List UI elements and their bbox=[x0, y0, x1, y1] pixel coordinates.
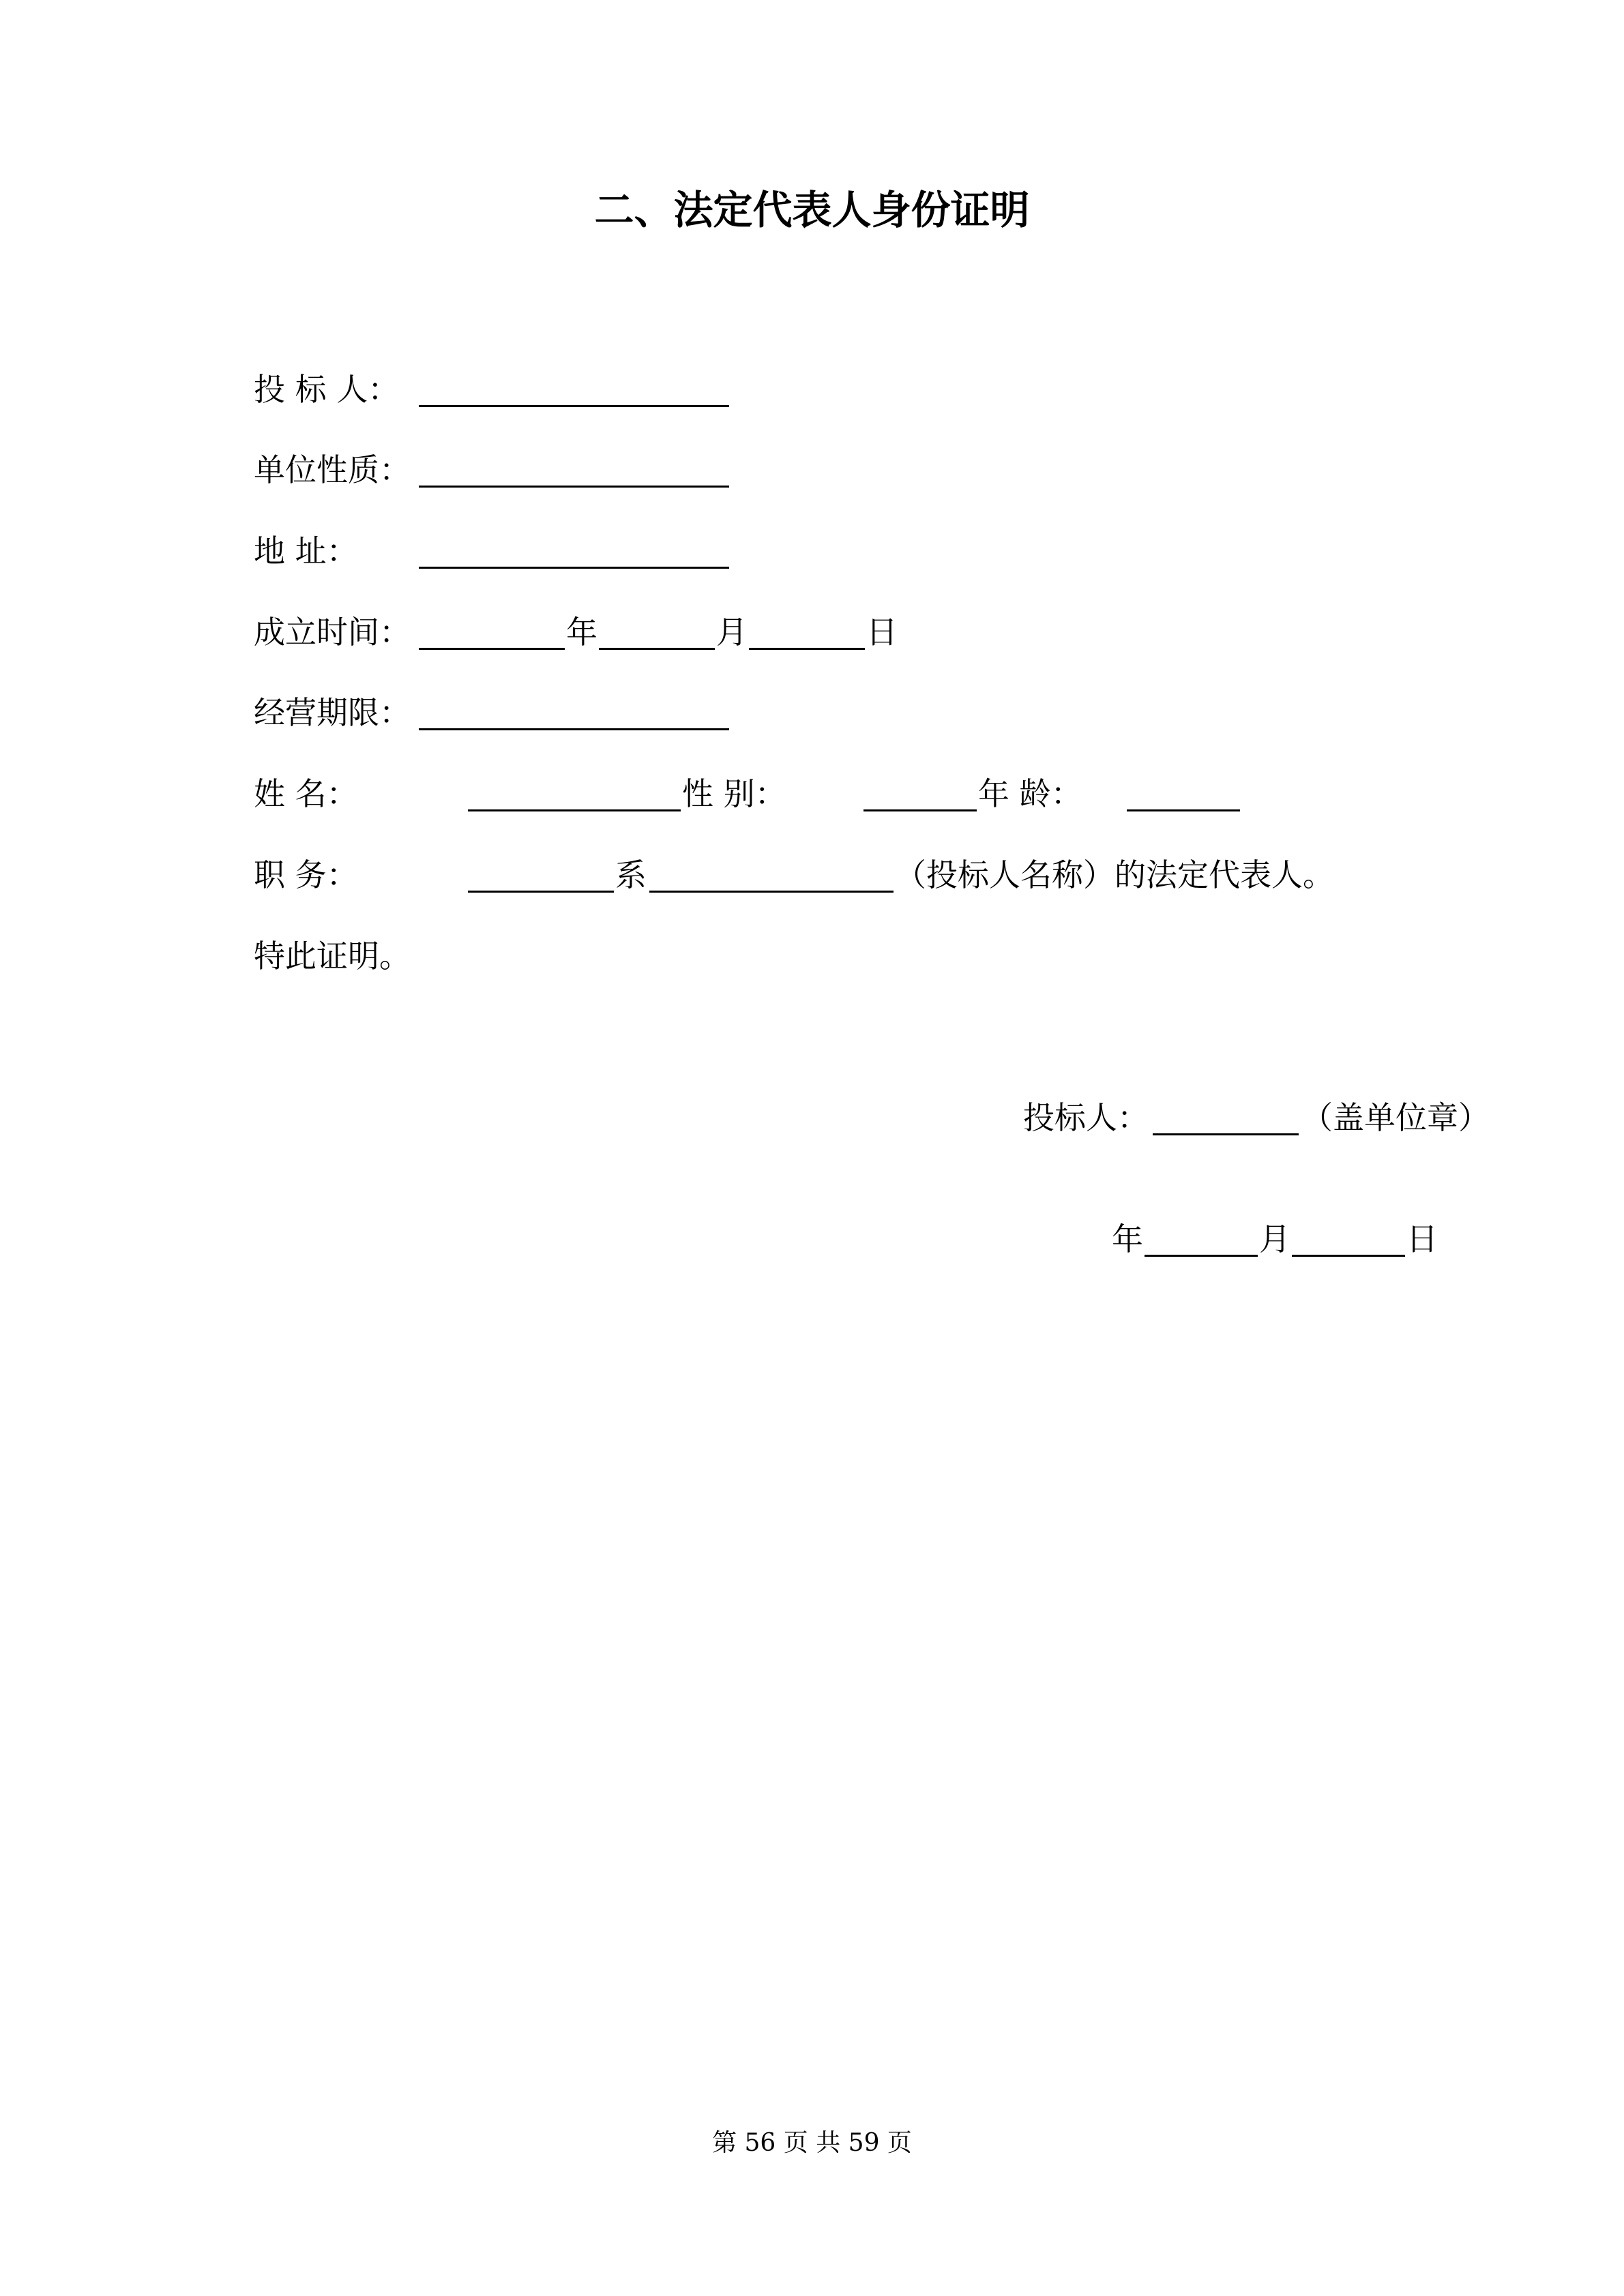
signature-bidder-label: 投标人： bbox=[1023, 1099, 1149, 1136]
position-connector: 系 bbox=[615, 856, 647, 893]
position-suffix: （投标人名称）的法定代表人。 bbox=[895, 856, 1334, 893]
page-title: 二、法定代表人身份证明 bbox=[594, 187, 1030, 233]
age-blank[interactable] bbox=[1127, 809, 1240, 811]
signature-day-label: 日 bbox=[1406, 1221, 1438, 1257]
signature-bidder-blank[interactable] bbox=[1153, 1133, 1299, 1135]
signature-month-label: 月 bbox=[1259, 1221, 1290, 1257]
unit-nature-blank[interactable] bbox=[419, 486, 729, 488]
bidder-label: 投 标 人： bbox=[254, 371, 400, 408]
unit-nature-label: 单位性质： bbox=[254, 451, 411, 488]
established-year-label: 年 bbox=[566, 614, 597, 651]
age-label: 年 龄： bbox=[978, 775, 1082, 812]
signature-day-blank[interactable] bbox=[1292, 1255, 1405, 1257]
term-label: 经营期限： bbox=[254, 694, 411, 731]
certify-text: 特此证明。 bbox=[254, 938, 411, 974]
gender-blank[interactable] bbox=[863, 809, 977, 811]
signature-month-blank[interactable] bbox=[1145, 1255, 1258, 1257]
established-label: 成立时间： bbox=[254, 614, 411, 651]
signature-year-label: 年 bbox=[1112, 1221, 1143, 1257]
term-blank[interactable] bbox=[419, 728, 729, 730]
gender-label: 性 别： bbox=[682, 775, 786, 812]
address-label: 地 址： bbox=[254, 533, 358, 569]
name-blank[interactable] bbox=[468, 809, 681, 811]
address-blank[interactable] bbox=[419, 567, 729, 569]
position-blank[interactable] bbox=[468, 891, 614, 893]
established-year-blank[interactable] bbox=[419, 648, 565, 650]
bidder-blank[interactable] bbox=[419, 405, 729, 407]
position-label: 职 务： bbox=[254, 856, 358, 893]
company-name-blank[interactable] bbox=[649, 891, 894, 893]
established-day-blank[interactable] bbox=[749, 648, 865, 650]
seal-note: （盖单位章） bbox=[1301, 1099, 1490, 1136]
established-month-label: 月 bbox=[716, 614, 748, 651]
established-day-label: 日 bbox=[866, 614, 898, 651]
page-number-footer: 第 56 页 共 59 页 bbox=[712, 2129, 912, 2157]
established-month-blank[interactable] bbox=[599, 648, 715, 650]
name-label: 姓 名： bbox=[254, 775, 358, 812]
